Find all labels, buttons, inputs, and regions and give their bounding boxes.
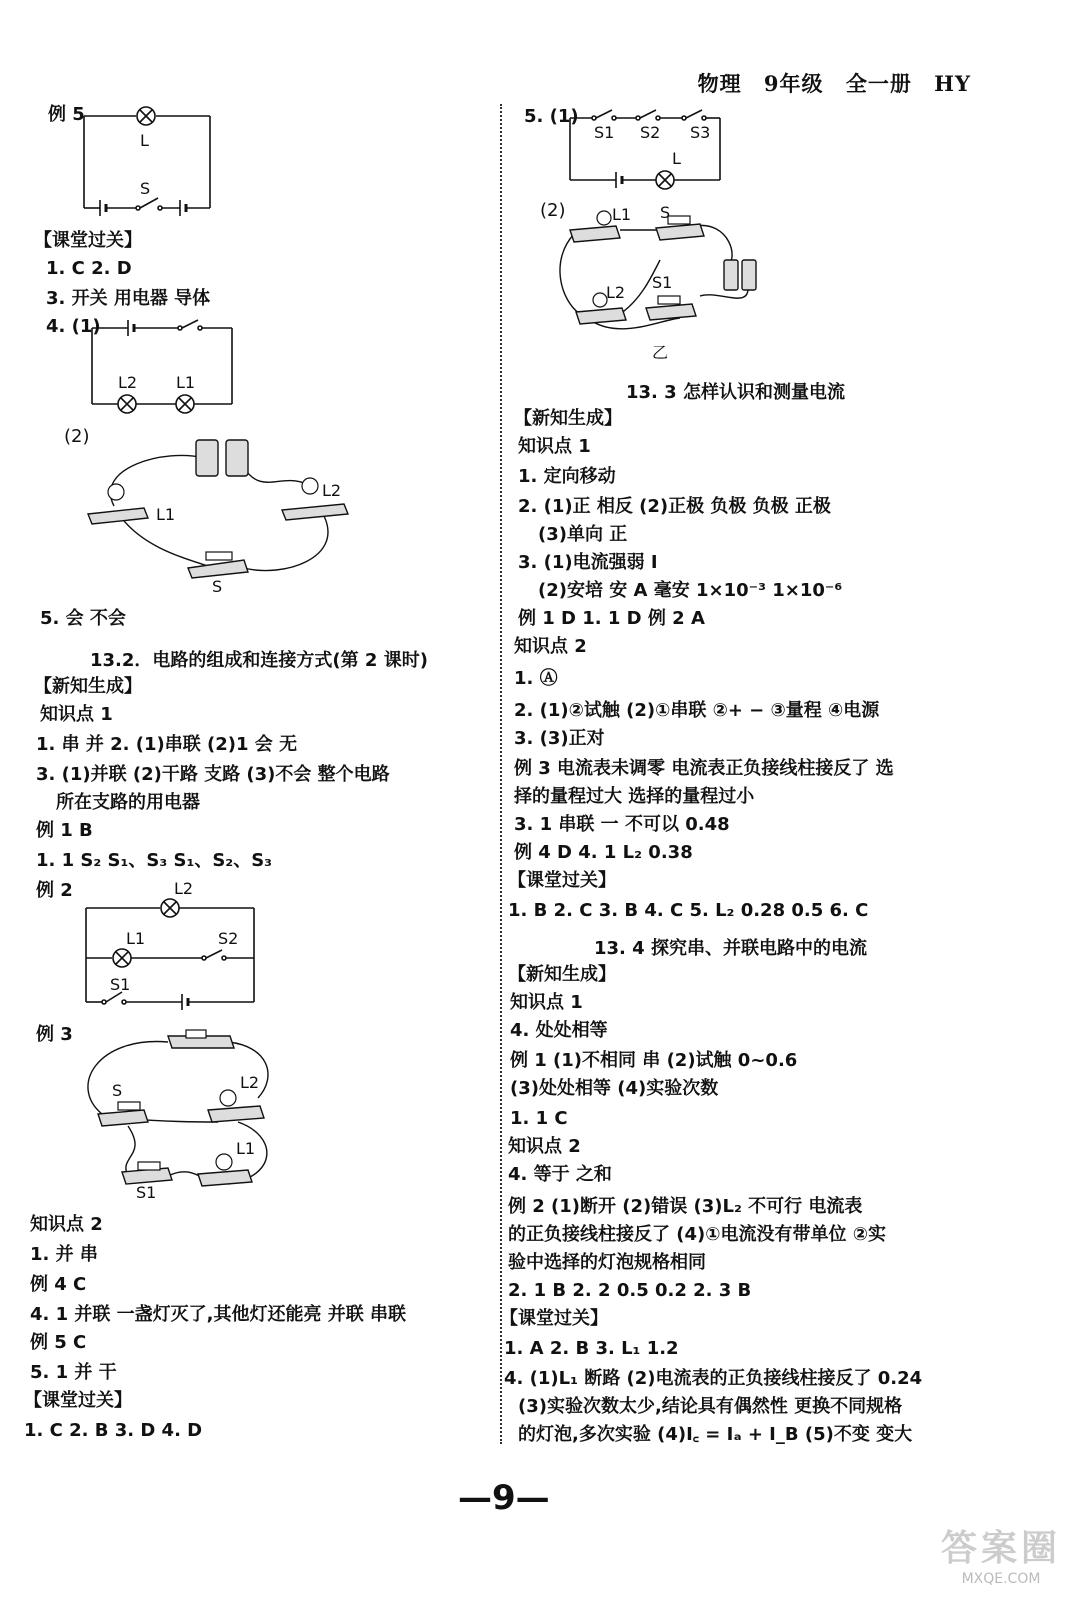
- lamp-label-l1: L1: [236, 1139, 256, 1158]
- answer-line: 4. (1)L₁ 断路 (2)电流表的正负接线柱接反了 0.24: [504, 1368, 923, 1389]
- column-divider: [500, 104, 502, 1444]
- lamp-label-l: L: [672, 149, 681, 168]
- answer-line: 1. B 2. C 3. B 4. C 5. L₂ 0.28 0.5 6. C: [508, 900, 869, 921]
- answer-line: 3. 开关 用电器 导体: [46, 288, 211, 309]
- answer-line: 1. 定向移动: [518, 466, 616, 487]
- watermark-logo-text: 答案圈: [940, 1528, 1061, 1569]
- example-2-label: 例 2: [36, 880, 73, 901]
- section-ketang-guoguan-2: 【课堂过关】: [500, 1308, 608, 1329]
- example-2-answer: 例 2 (1)断开 (2)错误 (3)L₂ 不可行 电流表: [508, 1196, 863, 1217]
- answer-line: 1. 1 S₂ S₁、S₃ S₁、S₂、S₃: [36, 850, 273, 871]
- example-1-answer: 例 1 (1)不相同 串 (2)试触 0~0.6: [510, 1050, 798, 1071]
- answer-line: 3. 1 串联 一 不可以 0.48: [514, 814, 730, 835]
- switch-label-s1: S1: [594, 123, 615, 142]
- lamp-label-l2: L2: [118, 373, 138, 392]
- section-title-13-4: 13. 4 探究串、并联电路中的电流: [594, 938, 867, 959]
- physical-circuit-5-2: [560, 200, 780, 364]
- knowledge-point-2: 知识点 2: [514, 636, 587, 657]
- lamp-label-l1: L1: [156, 505, 176, 524]
- answer-line: 1. 串 并 2. (1)串联 (2)1 会 无: [36, 734, 298, 755]
- answer-line: (2): [64, 426, 90, 447]
- answer-line: 1. Ⓐ: [514, 668, 558, 689]
- section-ketang-guoguan-1: 【课堂过关】: [508, 870, 616, 891]
- circuit-diagram-example-5: [80, 104, 220, 216]
- lamp-label-l1: L1: [126, 929, 146, 948]
- switch-label-s: S: [112, 1081, 123, 1100]
- switch-label-s: S: [212, 577, 223, 596]
- answer-5-2-label: (2): [540, 200, 566, 221]
- page-number: —9—: [458, 1478, 550, 1518]
- switch-label-s1: S1: [110, 975, 131, 994]
- answer-line: 1. 并 串: [30, 1244, 98, 1265]
- switch-label-s2: S2: [640, 123, 661, 142]
- example-4-answer: 例 4 D 4. 1 L₂ 0.38: [514, 842, 693, 863]
- answer-line: 1. 1 C: [510, 1108, 568, 1129]
- example-3-answer: 例 3 电流表未调零 电流表正负接线柱接反了 选: [514, 758, 894, 779]
- answer-line: 3. (1)电流强弱 I: [518, 552, 658, 573]
- example-3-label: 例 3: [36, 1024, 73, 1045]
- section-xinzhi-shengcheng: 【新知生成】: [508, 964, 616, 985]
- section-title-13-3: 13. 3 怎样认识和测量电流: [626, 382, 845, 403]
- section-ketang-guoguan-1: 【课堂过关】: [34, 230, 142, 251]
- answer-line: 验中选择的灯泡规格相同: [508, 1252, 706, 1273]
- switch-label-s: S: [140, 179, 151, 198]
- example-4-answer: 例 4 C: [30, 1274, 87, 1295]
- section-title-13-2: 13.2．电路的组成和连接方式(第 2 课时): [90, 650, 428, 671]
- switch-label-s1: S1: [652, 273, 673, 292]
- header-volume: 全一册: [845, 71, 912, 96]
- answer-line: 1. A 2. B 3. L₁ 1.2: [504, 1338, 679, 1359]
- watermark: [921, 1520, 1081, 1590]
- switch-label-s2: S2: [218, 929, 239, 948]
- section-xinzhi-shengcheng: 【新知生成】: [514, 408, 622, 429]
- lamp-label-l2: L2: [606, 283, 626, 302]
- example-5-label: 例 5: [48, 104, 85, 125]
- watermark-url: MXQE.COM: [961, 1571, 1041, 1587]
- circuit-diagram-4-1: [88, 316, 238, 416]
- switch-label-s1: S1: [136, 1183, 157, 1202]
- page-header: [684, 68, 971, 98]
- lamp-label-l1: L1: [176, 373, 196, 392]
- answer-line: 的正负接线柱接反了 (4)①电流没有带单位 ②实: [508, 1224, 886, 1245]
- knowledge-point-2: 知识点 2: [508, 1136, 581, 1157]
- answer-line: 1. C 2. B 3. D 4. D: [24, 1420, 203, 1441]
- header-grade: 9年级: [763, 71, 824, 96]
- knowledge-point-1: 知识点 1: [40, 704, 113, 725]
- answer-5-1-label: 5. (1): [524, 106, 579, 127]
- example-1-answer: 例 1 B: [36, 820, 93, 841]
- switch-label-s: S: [660, 203, 671, 222]
- lamp-label-l: L: [140, 131, 149, 150]
- answer-line: 4. 等于 之和: [508, 1164, 612, 1185]
- answer-line: 4. (1): [46, 316, 101, 337]
- answer-line: 所在支路的用电器: [56, 792, 200, 813]
- switch-label-s3: S3: [690, 123, 711, 142]
- answer-line: 5. 会 不会: [40, 608, 126, 629]
- circuit-diagram-5-1: [566, 104, 726, 188]
- lamp-label-l2: L2: [174, 879, 194, 898]
- physical-circuit-4-2: [84, 428, 364, 598]
- knowledge-point-1: 知识点 1: [510, 992, 583, 1013]
- answer-line: 4. 1 并联 一盏灯灭了,其他灯还能亮 并联 串联: [30, 1304, 407, 1325]
- physical-circuit-example-3: [78, 1026, 288, 1202]
- header-edition: HY: [934, 71, 971, 96]
- answer-line: (3)处处相等 (4)实验次数: [510, 1078, 719, 1099]
- lamp-label-l2: L2: [240, 1073, 260, 1092]
- circuit-diagram-example-2: [82, 880, 262, 1010]
- answer-line: 的灯泡,多次实验 (4)I꜀ = Iₐ + I_B (5)不变 变大: [518, 1424, 913, 1445]
- answer-line: 3. (1)并联 (2)干路 支路 (3)不会 整个电路: [36, 764, 390, 785]
- answer-line: 5. 1 并 干: [30, 1362, 117, 1383]
- answer-line: 例 1 D 1. 1 D 例 2 A: [518, 608, 705, 629]
- lamp-label-l1: L1: [612, 205, 632, 224]
- section-ketang-guoguan-2: 【课堂过关】: [24, 1390, 132, 1411]
- knowledge-point-2: 知识点 2: [30, 1214, 103, 1235]
- example-5-answer: 例 5 C: [30, 1332, 87, 1353]
- header-subject: 物理: [697, 71, 742, 96]
- answer-line: (3)单向 正: [538, 524, 628, 545]
- knowledge-point-1: 知识点 1: [518, 436, 591, 457]
- figure-label-yi: 乙: [652, 343, 669, 362]
- lamp-label-l2: L2: [322, 481, 342, 500]
- answer-line: 4. 处处相等: [510, 1020, 608, 1041]
- answer-line: 2. (1)②试触 (2)①串联 ②+ − ③量程 ④电源: [514, 700, 880, 721]
- section-xinzhi-shengcheng: 【新知生成】: [34, 676, 142, 697]
- answer-line: 2. (1)正 相反 (2)正极 负极 负极 正极: [518, 496, 831, 517]
- answer-line: 1. C 2. D: [46, 258, 132, 279]
- answer-line: 2. 1 B 2. 2 0.5 0.2 2. 3 B: [508, 1280, 752, 1301]
- answer-line: (2)安培 安 A 毫安 1×10⁻³ 1×10⁻⁶: [538, 580, 843, 601]
- answer-line: (3)实验次数太少,结论具有偶然性 更换不同规格: [518, 1396, 903, 1417]
- answer-line: 3. (3)正对: [514, 728, 605, 749]
- answer-line: 择的量程过大 选择的量程过小: [514, 786, 755, 807]
